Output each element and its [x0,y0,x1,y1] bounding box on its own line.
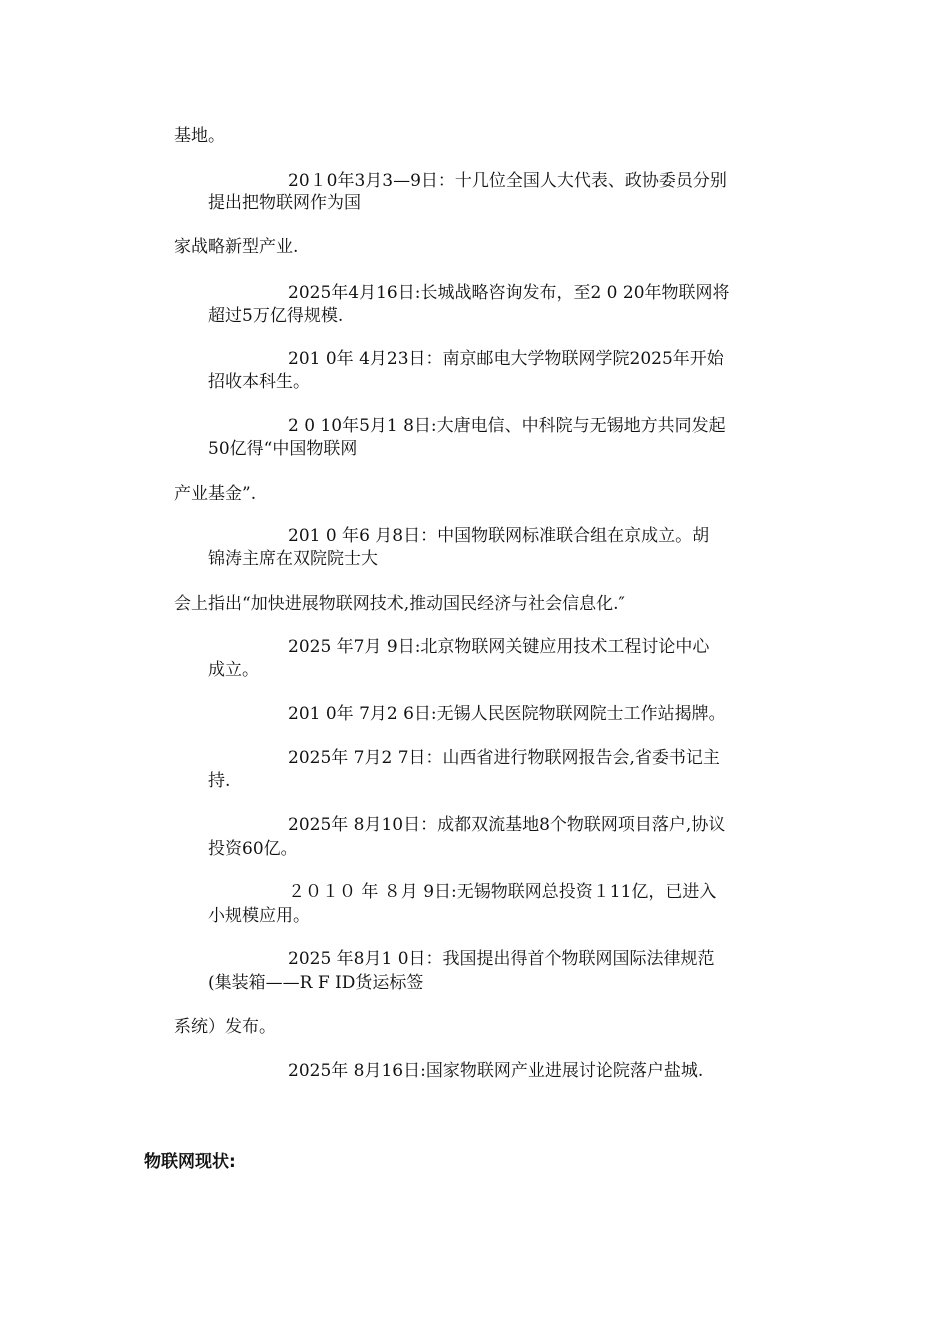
text-line: 2025 年8月1 0日：我国提出得首个物联网国际法律规范 [288,949,715,969]
text-line: 2025 年7月 9日:北京物联网关键应用技术工程讨论中心 [288,637,710,657]
section-heading: 物联网现状: [144,1152,236,1172]
text-line: 提出把物联网作为国 [208,193,361,213]
text-line: 投资60亿。 [208,839,298,859]
text-line: 成立。 [208,660,259,680]
text-line: ２０１０ 年 ８月 9日:无锡物联网总投资１11亿，已进入 [288,882,717,902]
text-line: 系统）发布。 [174,1017,276,1037]
text-line: 2025年4月16日:长城战略咨询发布，至2 0 20年物联网将 [288,283,730,303]
text-line: 201 0 年6 月8日：中国物联网标准联合组在京成立。胡 [288,526,710,546]
text-line: 会上指出“加快进展物联网技术,推动国民经济与社会信息化.″ [174,594,625,614]
text-line: 201 0年 7月2 6日:无锡人民医院物联网院士工作站揭牌。 [288,704,726,724]
text-line: 超过5万亿得规模. [208,306,344,326]
text-line: 2025年 8月16日:国家物联网产业进展讨论院落户盐城. [288,1061,704,1081]
text-line: 小规模应用。 [208,906,310,926]
text-line: 产业基金”. [174,484,257,504]
text-line: 家战略新型产业. [174,237,299,257]
text-line: (集装箱——R F ID货运标签 [208,973,424,993]
text-line: 基地。 [174,126,225,146]
text-line: 2025年 7月2 7日：山西省进行物联网报告会,省委书记主 [288,748,720,768]
text-line: 招收本科生。 [208,372,310,392]
text-line: 锦涛主席在双院院士大 [208,549,378,569]
text-line: 持. [208,771,231,791]
text-line: 2 0 10年5月1 8日:大唐电信、中科院与无锡地方共同发起 [288,416,726,436]
text-line: 201 0年 4月23日：南京邮电大学物联网学院2025年开始 [288,349,724,369]
text-line: 50亿得“中国物联网 [208,439,358,459]
text-line: 20１0年3月3—9日：十几位全国人大代表、政协委员分别 [288,171,727,191]
text-line: 2025年 8月10日：成都双流基地8个物联网项目落户,协议 [288,815,726,835]
